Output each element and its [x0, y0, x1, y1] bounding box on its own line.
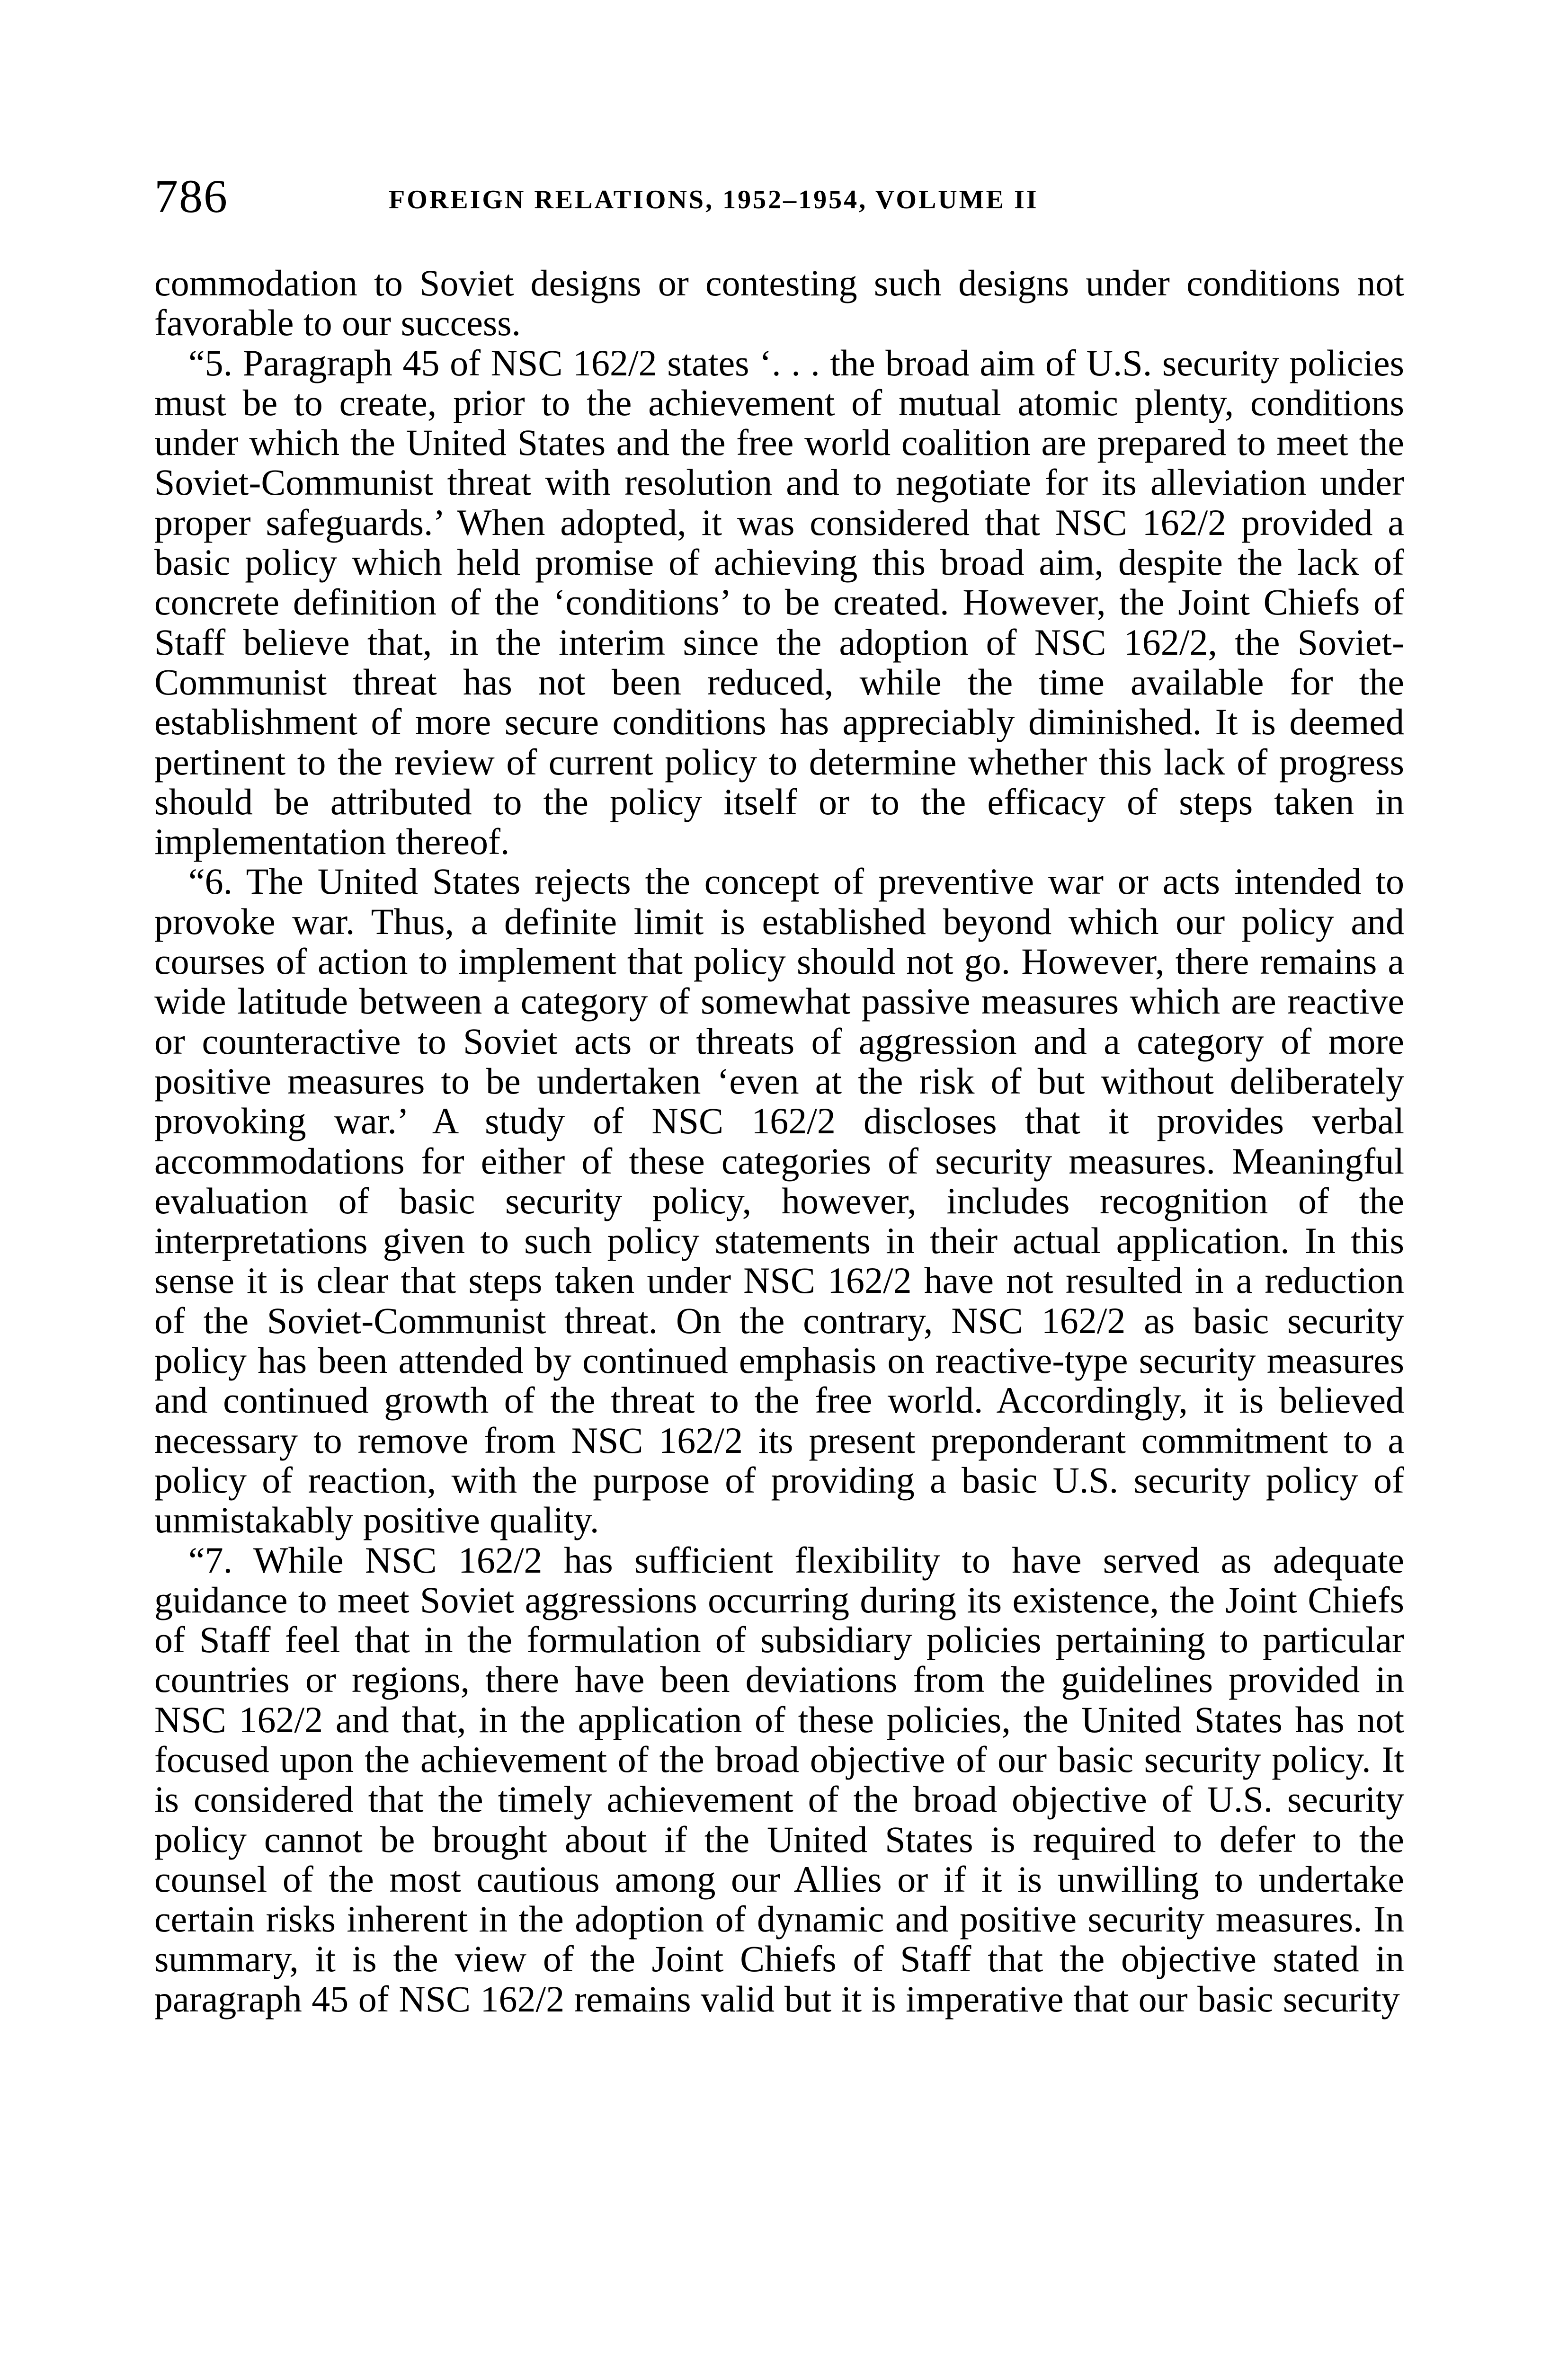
- page-number: 786: [154, 170, 228, 222]
- paragraph-continuation: commodation to Soviet designs or contesting such designs under conditions not favorable to our success.: [154, 262, 1404, 344]
- paragraph-5: “5. Paragraph 45 of NSC 162/2 states ‘. . . the broad aim of U.S. security policies must be to create, prior to the achievement of mutual atomic plenty, conditions under which the United States and the free world coalition are prepared to meet the Soviet-Communist threat with resolution and to negotiate for its alleviation under proper safeguards.’ When adopted, it was considered that NSC 162/2 provided a basic policy which held promise of achieving this broad aim, despite the lack of concrete definition of the ‘conditions’ to be created. However, the Joint Chiefs of Staff believe that, in the interim since the adoption of NSC 162/2, the Soviet-Communist threat has not been reduced, while the time available for the establishment of more secure conditions has appreciably diminished. It is deemed pertinent to the review of current policy to determine whether this lack of progress should be attributed to the policy itself or to the efficacy of steps taken in implementation thereof.: [154, 342, 1404, 863]
- body-text: [154, 263, 1404, 2019]
- paragraph-7: “7. While NSC 162/2 has sufficient flexibility to have served as adequate guidance to meet Soviet aggressions occurring during its existence, the Joint Chiefs of Staff feel that in the formulation of subsidiary policies pertaining to particular countries or regions, there have been deviations from the guidelines provided in NSC 162/2 and that, in the application of these policies, the United States has not focused upon the achievement of the broad objective of our basic security policy. It is considered that the timely achievement of the broad objective of U.S. security policy cannot be brought about if the United States is required to defer to the counsel of the most cautious among our Allies or if it is unwilling to undertake certain risks inherent in the adoption of dynamic and positive security measures. In summary, it is the view of the Joint Chiefs of Staff that the objective stated in paragraph 45 of NSC 162/2 remains valid but it is imperative that our basic security: [154, 1539, 1404, 2020]
- paragraph-6: “6. The United States rejects the concept of preventive war or acts intended to provoke war. Thus, a definite limit is established beyond which our policy and courses of action to implement that policy should not go. However, there remains a wide latitude between a category of somewhat passive measures which are reactive or counteractive to Soviet acts or threats of aggression and a category of more positive measures to be undertaken ‘even at the risk of but without deliberately provoking war.’ A study of NSC 162/2 discloses that it provides verbal accommodations for either of these categories of security measures. Meaningful evaluation of basic security policy, however, includes recognition of the interpretations given to such policy statements in their actual application. In this sense it is clear that steps taken under NSC 162/2 have not resulted in a reduction of the Soviet-Communist threat. On the contrary, NSC 162/2 as basic security policy has been attended by continued emphasis on reactive-type security measures and continued growth of the threat to the free world. Accordingly, it is believed necessary to remove from NSC 162/2 its present preponderant commitment to a policy of reaction, with the purpose of providing a basic U.S. security policy of unmistakably positive quality.: [154, 861, 1404, 1541]
- page-header: [154, 170, 1404, 222]
- running-head: FOREIGN RELATIONS, 1952–1954, VOLUME II: [389, 185, 1039, 214]
